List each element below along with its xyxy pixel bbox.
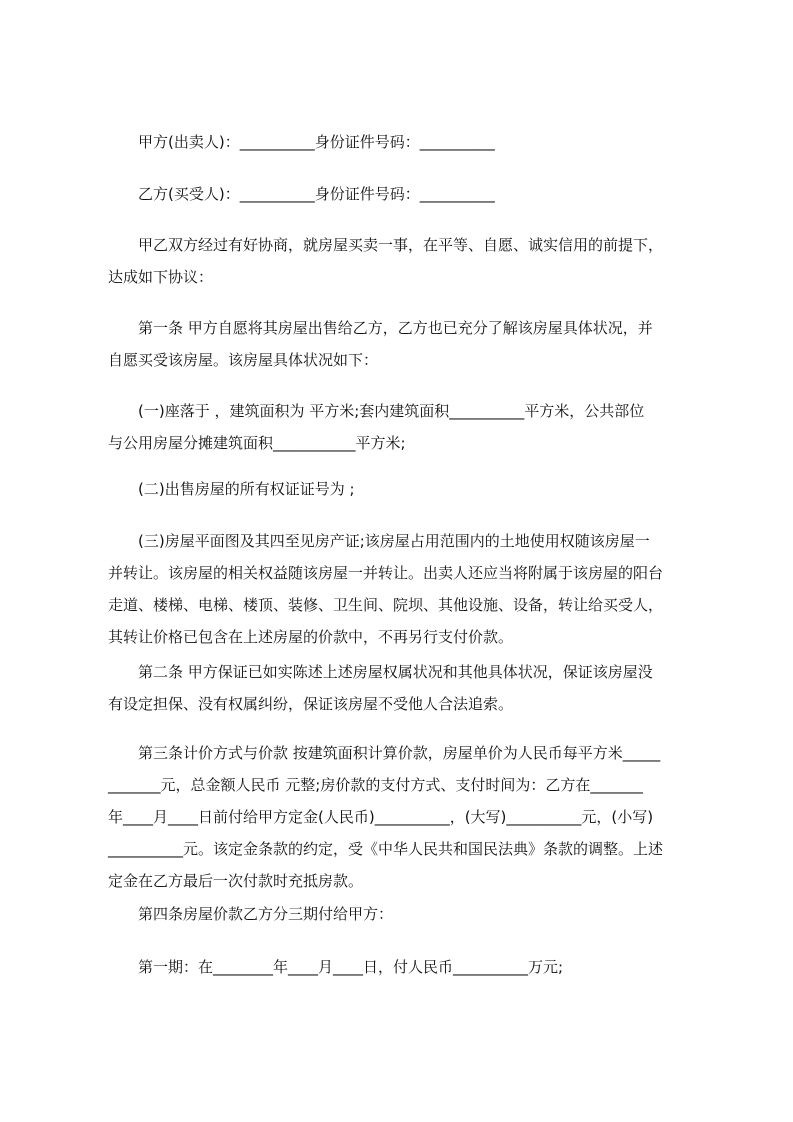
item-1-line-2: 与公用房屋分摊建筑面积___________平方米;: [108, 434, 406, 452]
item-2-line-1: (二)出售房屋的所有权证证号为 ;: [138, 480, 355, 498]
item-3-line-3: 走道、楼梯、电梯、楼顶、装修、卫生间、院坝、其他设施、设备，转让给买受人，: [108, 596, 664, 614]
article-2-line-2: 有设定担保、没有权属纠纷，保证该房屋不受他人合法追索。: [108, 695, 514, 713]
preamble-paragraph: [108, 229, 698, 293]
item-3-line-2: 并转让。该房屋的相关权益随该房屋一并转让。出卖人还应当将附属于该房屋的阳台: [108, 564, 664, 582]
article-3-paragraph: [108, 737, 698, 897]
item-2-paragraph: [108, 473, 698, 505]
preamble-line-1: 甲乙双方经过有好协商，就房屋买卖一事，在平等、自愿、诚实信用的前提下，: [138, 236, 664, 254]
article-3-line-1: 第三条计价方式与价款 按建筑面积计算价款，房屋单价为人民币每平方米_____: [138, 744, 661, 762]
article-2-paragraph: [108, 656, 698, 720]
article-4-line-1: 第四条房屋价款乙方分三期付给甲方：: [138, 905, 394, 923]
article-4-paragraph: [108, 898, 698, 930]
party-b-text: 乙方(买受人)：__________身份证件号码：__________: [138, 185, 495, 203]
article-1-line-1: 第一条 甲方自愿将其房屋出售给乙方，乙方也已充分了解该房屋具体状况，并: [138, 319, 653, 337]
article-1-paragraph: [108, 312, 698, 376]
article-2-line-1: 第二条 甲方保证已如实陈述上述房屋权属状况和其他具体状况，保证该房屋没: [138, 663, 653, 681]
item-1-line-1: (一)座落于 ，建筑面积为 平方米;套内建筑面积__________平方米，公共部位: [138, 402, 645, 420]
item-1-paragraph: [108, 395, 698, 459]
item-3-line-4: 其转让价格已包含在上述房屋的价款中，不再另行支付价款。: [108, 628, 514, 646]
article-3-line-4: __________元。该定金条款的约定，受《中华人民共和国民法典》条款的调整。上述: [108, 840, 664, 858]
preamble-line-2: 达成如下协议：: [108, 268, 214, 286]
installment-1-line-1: 第一期：在________年____月____日，付人民币__________万元;: [138, 958, 564, 976]
article-1-line-2: 自愿买受该房屋。该房屋具体状况如下：: [108, 351, 379, 369]
article-3-line-3: 年____月____日前付给甲方定金(人民币)__________，(大写)__________元，(小写): [108, 808, 654, 826]
article-3-line-5: 定金在乙方最后一次付款时充抵房款。: [108, 872, 364, 890]
installment-1-paragraph: [108, 951, 698, 983]
party-a-text: 甲方(出卖人)：__________身份证件号码：__________: [138, 133, 495, 151]
item-3-line-1: (三)房屋平面图及其四至见房产证;该房屋占用范围内的土地使用权随该房屋一: [138, 532, 650, 550]
item-3-paragraph: [108, 525, 698, 653]
article-3-line-2: _______元，总金额人民币 元整;房价款的支付方式、支付时间为：乙方在_______: [108, 776, 643, 794]
party-a-line: [108, 126, 698, 158]
party-b-line: [108, 178, 698, 210]
